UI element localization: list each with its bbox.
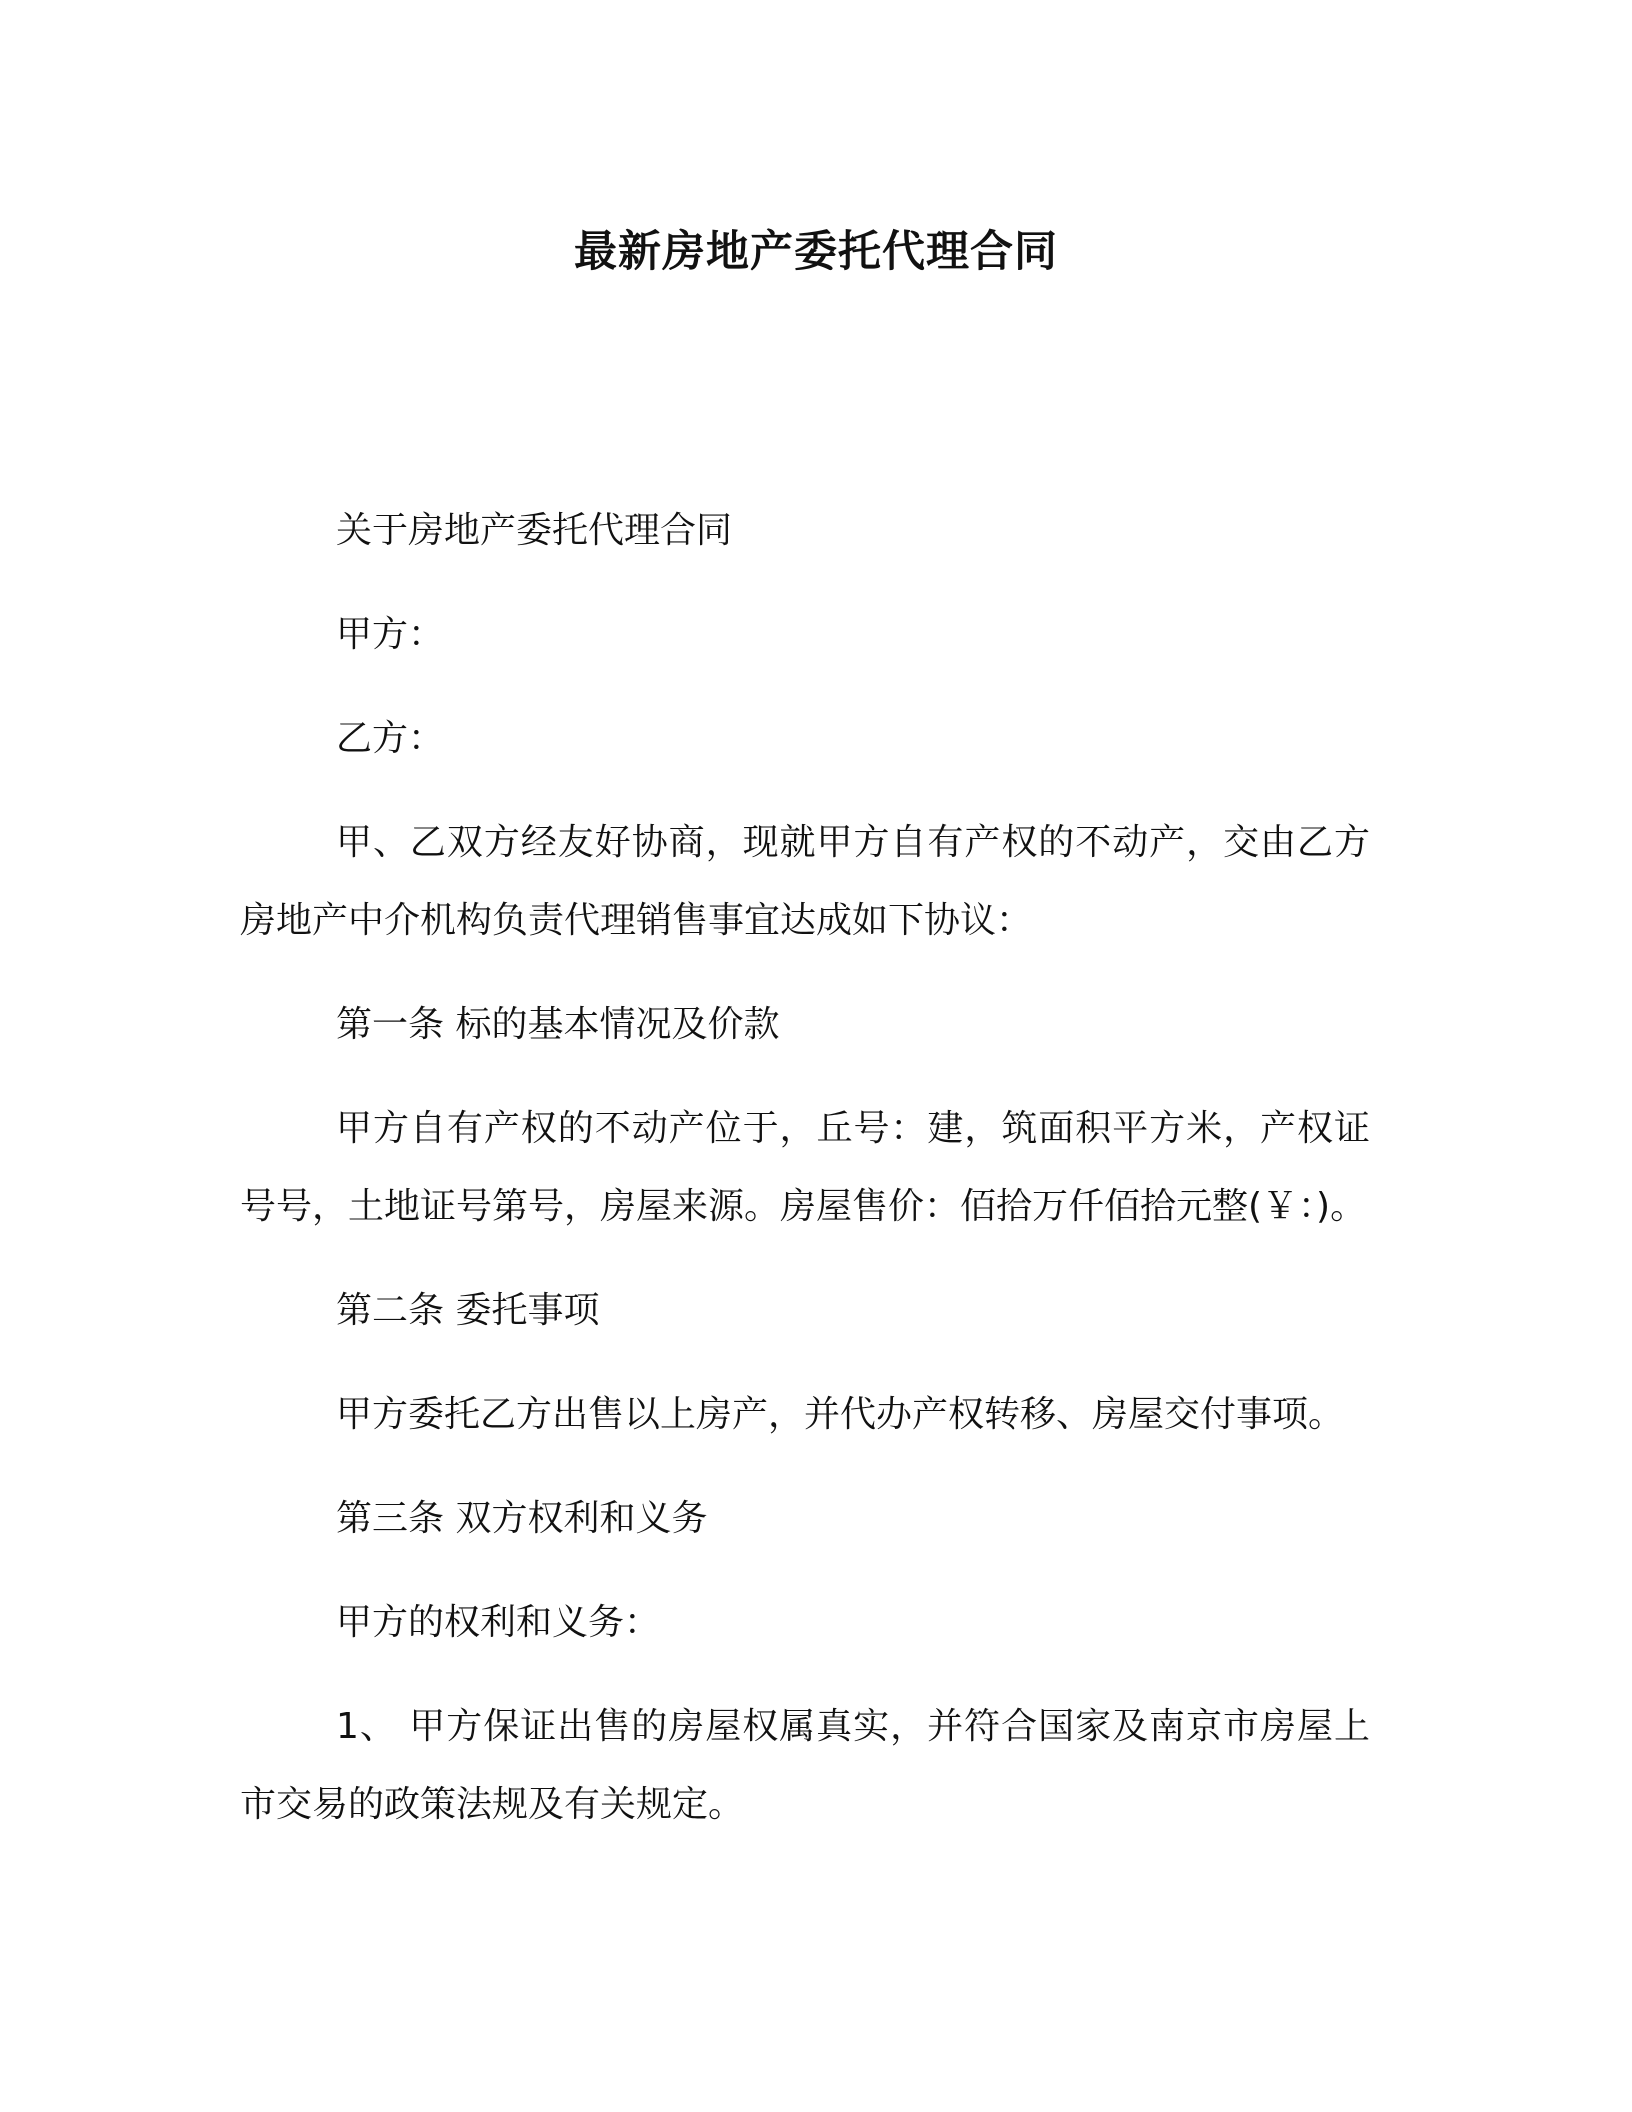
article-3-heading: 第三条 双方权利和义务 — [336, 1498, 708, 1539]
paragraph-subtitle: 关于房地产委托代理合同 — [336, 510, 733, 551]
article-2-body: 甲方委托乙方出售以上房产，并代办产权转移、房屋交付事项。 — [336, 1394, 1345, 1435]
article-3-party-a-duties: 甲方的权利和义务： — [336, 1602, 661, 1643]
document-title: 最新房地产委托代理合同 — [574, 227, 1058, 277]
article-2-heading: 第二条 委托事项 — [336, 1290, 600, 1331]
paragraph-party-b: 乙方： — [336, 718, 445, 759]
paragraph-preamble: 甲、乙双方经友好协商，现就甲方自有产权的不动产，交由乙方房地产中介机构负责代理销售事宜达成如下协议： — [240, 822, 1370, 941]
article-3-item-1: 1、 甲方保证出售的房屋权属真实，并符合国家及南京市房屋上市交易的政策法规及有关规定。 — [240, 1706, 1370, 1825]
paragraph-party-a: 甲方： — [336, 614, 445, 655]
article-1-body: 甲方自有产权的不动产位于，丘号：建，筑面积平方米，产权证号号，土地证号第号，房屋来源。房屋售价：佰拾万仟佰拾元整(￥：)。 — [240, 1108, 1370, 1227]
document-body — [240, 492, 1370, 1870]
article-1-heading: 第一条 标的基本情况及价款 — [336, 1004, 780, 1045]
